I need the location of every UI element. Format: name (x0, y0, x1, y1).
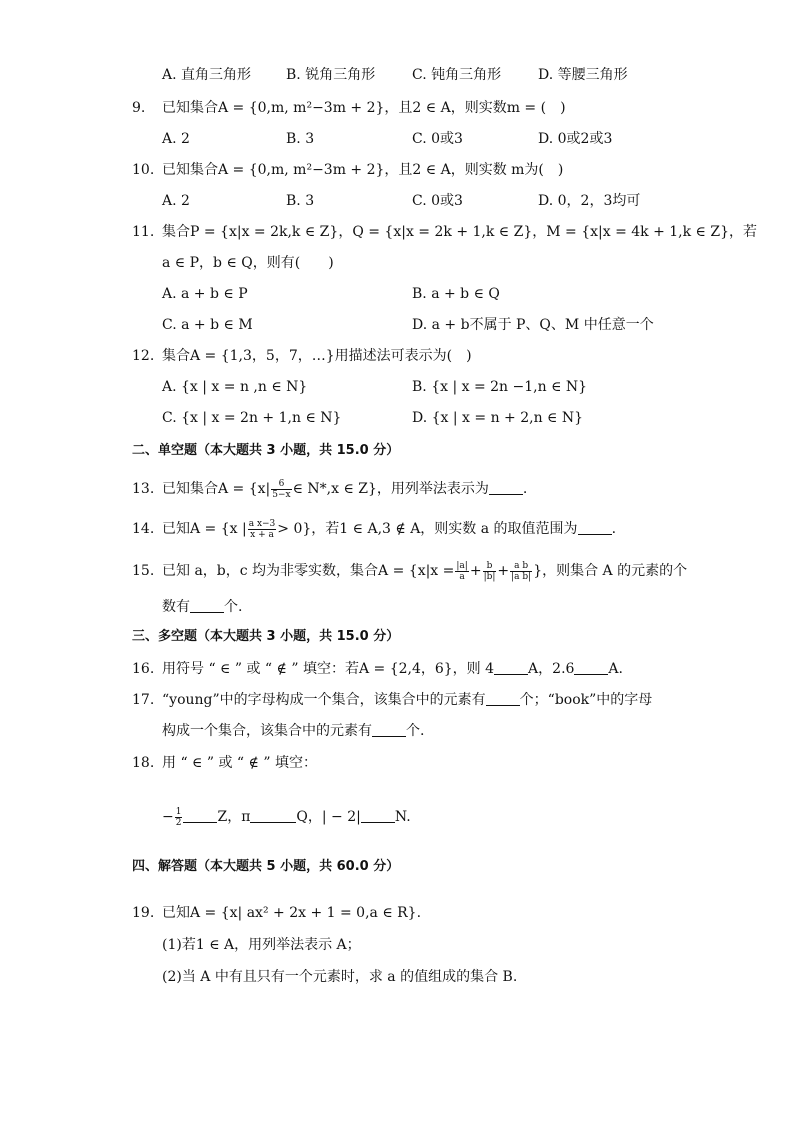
fraction-denominator: 5−x (272, 489, 291, 500)
fraction-3 (510, 561, 532, 582)
question-stem: 已知集合A = {0,m, m²−3m + 2}，且2 ∈ A，则实数m = ( ) (162, 100, 566, 116)
question-13 (0, 478, 794, 500)
question-number: 12. (132, 348, 155, 364)
q11-options-ab (0, 283, 794, 305)
section-4-heading-row (0, 856, 794, 878)
stem-pre: 已知 a，b，c 均为非零实数，集合A = {x|x = (162, 563, 455, 579)
fraction-1 (455, 561, 468, 582)
stem-post: }，则集合 A 的元素的个 (533, 563, 688, 579)
question-stem: 已知A = {x| ax² + 2x + 1 = 0,a ∈ R}. (162, 905, 422, 921)
question-19-part1 (0, 934, 794, 956)
q8-options (0, 64, 794, 86)
option-b: B. 3 (286, 131, 315, 147)
answer-blank[interactable] (494, 660, 528, 675)
question-number: 9. (132, 100, 146, 116)
answer-blank[interactable] (361, 808, 395, 823)
section-heading: 四、解答题（本大题共 5 小题，共 60.0 分） (132, 859, 400, 874)
option-c: C. 钝角三角形 (412, 67, 502, 83)
question-number: 13. (132, 481, 155, 497)
stem-pre: 已知A = {x | (162, 521, 247, 537)
fraction-numerator: a x−3 (248, 518, 276, 529)
fraction-denominator: 2 (175, 817, 182, 828)
stem-pre: 数有 (162, 599, 190, 615)
answer-blank[interactable] (486, 691, 520, 706)
question-12 (0, 345, 794, 367)
option-d: D. {x | x = n + 2,n ∈ N} (412, 410, 584, 426)
question-18-blanks (0, 803, 794, 831)
stem-pre: 已知集合A = {x| (162, 481, 271, 497)
fraction (271, 479, 291, 500)
question-17-line2 (0, 720, 794, 742)
stem-end: . (522, 481, 528, 497)
option-d: D. a + b不属于 P、Q、M 中任意一个 (412, 317, 654, 333)
fraction-numerator: |a| (456, 560, 468, 571)
answer-blank[interactable] (574, 660, 608, 675)
q12-options-cd (0, 407, 794, 429)
option-a: A. a + b ∈ P (162, 286, 248, 302)
question-19 (0, 902, 794, 924)
question-9 (0, 97, 794, 119)
question-11 (0, 221, 794, 243)
q11-options-cd (0, 314, 794, 336)
question-number: 14. (132, 521, 155, 537)
answer-blank[interactable] (183, 808, 217, 823)
question-14 (0, 518, 794, 540)
plus-sign: + (497, 563, 510, 579)
sub-question: (2)当 A 中有且只有一个元素时，求 a 的值组成的集合 B. (162, 969, 518, 985)
sub-question: (1)若1 ∈ A，用列举法表示 A； (162, 937, 361, 953)
option-d: D. 等腰三角形 (538, 67, 628, 83)
fraction-numerator: a b (510, 561, 532, 572)
question-stem: 集合A = {1,3，5，7，…}用描述法可表示为( ) (162, 348, 472, 364)
option-a: A. {x | x = n ,n ∈ N} (162, 379, 308, 395)
option-b: B. 3 (286, 193, 315, 209)
question-stem (162, 658, 623, 680)
question-number: 17. (132, 692, 155, 708)
question-16 (0, 658, 794, 680)
section-3-heading-row (0, 626, 794, 648)
question-15 (0, 560, 794, 582)
stem-pre: “young”中的字母构成一个集合，该集合中的元素有 (162, 692, 486, 708)
option-a: A. 直角三角形 (162, 67, 252, 83)
fraction-numerator: 1 (175, 806, 182, 817)
question-stem-line2 (162, 720, 424, 742)
question-10 (0, 159, 794, 181)
question-number: 10. (132, 162, 155, 178)
q9-options (0, 128, 794, 150)
option-b: B. a + b ∈ Q (412, 286, 500, 302)
plus-sign: + (469, 563, 482, 579)
stem-post: ∈ N*,x ∈ Z}，用列举法表示为 (292, 481, 489, 497)
stem-pre: 构成一个集合，该集合中的元素有 (162, 723, 372, 739)
stem-post: > 0}，若1 ∈ A,3 ∉ A，则实数 a 的取值范围为 (277, 521, 578, 537)
question-stem-line2: a ∈ P，b ∈ Q，则有( ) (162, 255, 334, 271)
fraction-denominator: |b| (483, 571, 496, 582)
question-stem (162, 478, 527, 500)
question-18-expression (162, 803, 411, 831)
section-heading: 二、单空题（本大题共 3 小题，共 15.0 分） (132, 443, 400, 458)
question-stem (162, 518, 616, 540)
question-stem: 已知集合A = {0,m, m²−3m + 2}，且2 ∈ A，则实数 m为( ) (162, 162, 564, 178)
fraction-numerator: 6 (271, 479, 291, 490)
question-11-line2 (0, 252, 794, 274)
fraction-2 (483, 561, 497, 582)
stem-mid: A，2.6 (528, 661, 575, 677)
fraction-denominator: |a b| (511, 571, 532, 582)
fraction (175, 807, 183, 828)
section-2-heading-row (0, 440, 794, 462)
set-q: Q，| − 2| (296, 809, 361, 825)
option-c: C. 0或3 (412, 131, 463, 147)
stem-end: 个. (224, 599, 243, 615)
stem-end: . (611, 521, 617, 537)
q12-options-ab (0, 376, 794, 398)
option-a: A. 2 (162, 193, 190, 209)
option-a: A. 2 (162, 131, 190, 147)
question-stem (162, 689, 652, 711)
set-z: Z，π (217, 809, 251, 825)
question-stem: 用 “ ∈ ” 或 “ ∉ ” 填空： (162, 755, 317, 771)
question-17 (0, 689, 794, 711)
question-number: 15. (132, 563, 155, 579)
question-number: 11. (132, 224, 155, 240)
stem-mid: 个；“book”中的字母 (519, 692, 653, 708)
answer-blank[interactable] (578, 520, 612, 535)
question-stem: 集合P = {x|x = 2k,k ∈ Z}，Q = {x|x = 2k + 1,k ∈ Z}，M = {x|x = 4k + 1,k ∈ Z}，若 (162, 224, 758, 240)
set-n: N. (394, 809, 411, 825)
question-19-part2 (0, 966, 794, 988)
fraction (248, 519, 277, 540)
fraction-numerator: b (483, 561, 497, 572)
question-number: 16. (132, 661, 155, 677)
fraction-denominator: a (459, 571, 465, 582)
option-d: D. 0，2，3均可 (538, 193, 641, 209)
question-stem-line2 (162, 596, 242, 618)
minus-sign: − (162, 809, 174, 825)
question-18 (0, 752, 794, 774)
option-d: D. 0或2或3 (538, 131, 613, 147)
question-15-line2 (0, 596, 794, 618)
question-number: 18. (132, 755, 155, 771)
option-c: C. {x | x = 2n + 1,n ∈ N} (162, 410, 342, 426)
option-c: C. a + b ∈ M (162, 317, 253, 333)
stem-end: A. (608, 661, 623, 677)
answer-blank[interactable] (372, 722, 406, 737)
option-c: C. 0或3 (412, 193, 463, 209)
fraction-denominator: x + a (250, 529, 274, 540)
stem-end: 个. (406, 723, 425, 739)
section-heading: 三、多空题（本大题共 3 小题，共 15.0 分） (132, 629, 400, 644)
answer-blank[interactable] (190, 598, 224, 613)
option-b: B. {x | x = 2n −1,n ∈ N} (412, 379, 588, 395)
option-b: B. 锐角三角形 (286, 67, 376, 83)
question-number: 19. (132, 905, 155, 921)
question-stem (162, 560, 687, 582)
stem-pre: 用符号 “ ∈ ” 或 “ ∉ ” 填空：若A = {2,4，6}，则 4 (162, 661, 495, 677)
answer-blank[interactable] (489, 480, 523, 495)
q10-options (0, 190, 794, 212)
answer-blank[interactable] (250, 808, 296, 823)
